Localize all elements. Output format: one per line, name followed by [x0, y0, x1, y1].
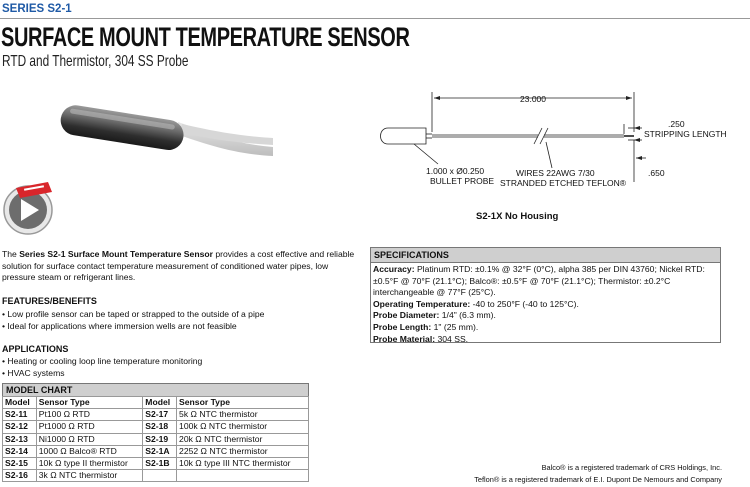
applications-heading: APPLICATIONS [2, 344, 69, 354]
features-heading: FEATURES/BENEFITS [2, 296, 97, 306]
list-item: • Heating or cooling loop line temperature monitoring [2, 355, 202, 367]
sensor-type [177, 470, 309, 482]
dim-strip-value: .250 [668, 119, 685, 129]
table-row [3, 409, 309, 421]
sensor-type: Pt100 Ω RTD [36, 409, 143, 421]
model-code: S2-12 [3, 421, 37, 433]
table-row [3, 433, 309, 445]
model-code [143, 470, 177, 482]
specifications-body [371, 263, 720, 346]
model-code: S2-1B [143, 458, 177, 470]
model-code: S2-15 [3, 458, 37, 470]
col-sensor-type: Sensor Type [177, 397, 309, 409]
table-row [3, 470, 309, 482]
model-code: S2-14 [3, 445, 37, 457]
sensor-type: 1000 Ω Balco® RTD [36, 445, 143, 457]
model-code: S2-1A [143, 445, 177, 457]
col-model: Model [3, 397, 37, 409]
header-divider [0, 18, 750, 19]
dim-wires-1: WIRES 22AWG 7/30 [516, 168, 595, 178]
dim-strip-label: STRIPPING LENGTH [644, 129, 727, 139]
series-label: SERIES S2-1 [2, 3, 72, 15]
model-chart [2, 383, 309, 482]
applications-list [2, 355, 202, 379]
table-row [3, 445, 309, 457]
spec-operating-temperature: Operating Temperature: -40 to 250°F (-40 to 125°C). [373, 298, 579, 309]
intro-product-name: Series S2-1 Surface Mount Temperature Sensor [19, 249, 213, 259]
spec-accuracy: Accuracy: Platinum RTD: ±0.1% @ 32°F (0°C), alpha 385 per DIN 43760; Nickel RTD: ±0.5°F @ 70°F (21.1°C); Balco®: ±0.5°F @ 70°F (21.1°C); Thermistor: ±0.2°C interchangeable @ 77°F (25°C). [373, 264, 705, 298]
spec-probe-diameter: Probe Diameter: 1/4" (6.3 mm). [373, 310, 496, 321]
specifications-heading: SPECIFICATIONS [371, 248, 720, 263]
specifications-box [370, 247, 721, 343]
list-item: • HVAC systems [2, 367, 202, 379]
dimension-drawing [366, 88, 746, 198]
model-chart-heading: MODEL CHART [2, 383, 309, 396]
sensor-type: 100k Ω NTC thermistor [177, 421, 309, 433]
spec-probe-material: Probe Material: 304 SS. [373, 333, 469, 344]
page-title: SURFACE MOUNT TEMPERATURE SENSOR [1, 22, 410, 52]
model-code: S2-11 [3, 409, 37, 421]
balco-trademark: Balco® is a registered trademark of CRS Holdings, Inc. [541, 463, 722, 472]
table-row [3, 458, 309, 470]
product-photo [58, 100, 273, 160]
dim-probe: 1.000 x Ø0.250 [426, 166, 485, 176]
play-video-icon[interactable] [2, 180, 58, 236]
sensor-type: 10k Ω type III NTC thermistor [177, 458, 309, 470]
intro-paragraph [2, 249, 358, 284]
table-row [3, 421, 309, 433]
sensor-type: 3k Ω NTC thermistor [36, 470, 143, 482]
intro-lead: The [2, 249, 20, 259]
model-code: S2-16 [3, 470, 37, 482]
dim-length: 23.000 [520, 94, 546, 104]
intro-rest: provides a cost effective and reliable solution for surface contact temperature measurement of conditioned water pipes, low pressure steam or refrigerant lines. [2, 249, 355, 283]
features-list [2, 308, 264, 332]
sensor-type: 10k Ω type II thermistor [36, 458, 143, 470]
col-sensor-type: Sensor Type [36, 397, 143, 409]
dim-lead: .650 [648, 168, 665, 178]
dim-probe-label: BULLET PROBE [430, 176, 495, 186]
model-chart-header-row [3, 397, 309, 409]
list-item: • Ideal for applications where immersion wells are not feasible [2, 320, 264, 332]
spec-probe-length: Probe Length: 1" (25 mm). [373, 321, 479, 332]
teflon-trademark: Teflon® is a registered trademark of E.I. Dupont De Nemours and Company [474, 475, 722, 484]
sensor-type: 2252 Ω NTC thermistor [177, 445, 309, 457]
drawing-caption: S2-1X No Housing [476, 211, 559, 222]
model-code: S2-13 [3, 433, 37, 445]
model-code: S2-18 [143, 421, 177, 433]
sensor-type: Pt1000 Ω RTD [36, 421, 143, 433]
dim-wires-2: STRANDED ETCHED TEFLON® [500, 178, 627, 188]
col-model: Model [143, 397, 177, 409]
list-item: • Low profile sensor can be taped or strapped to the outside of a pipe [2, 308, 264, 320]
sensor-type: Ni1000 Ω RTD [36, 433, 143, 445]
model-code: S2-17 [143, 409, 177, 421]
sensor-type: 20k Ω NTC thermistor [177, 433, 309, 445]
sensor-type: 5k Ω NTC thermistor [177, 409, 309, 421]
page-subtitle: RTD and Thermistor, 304 SS Probe [2, 53, 189, 70]
model-code: S2-19 [143, 433, 177, 445]
